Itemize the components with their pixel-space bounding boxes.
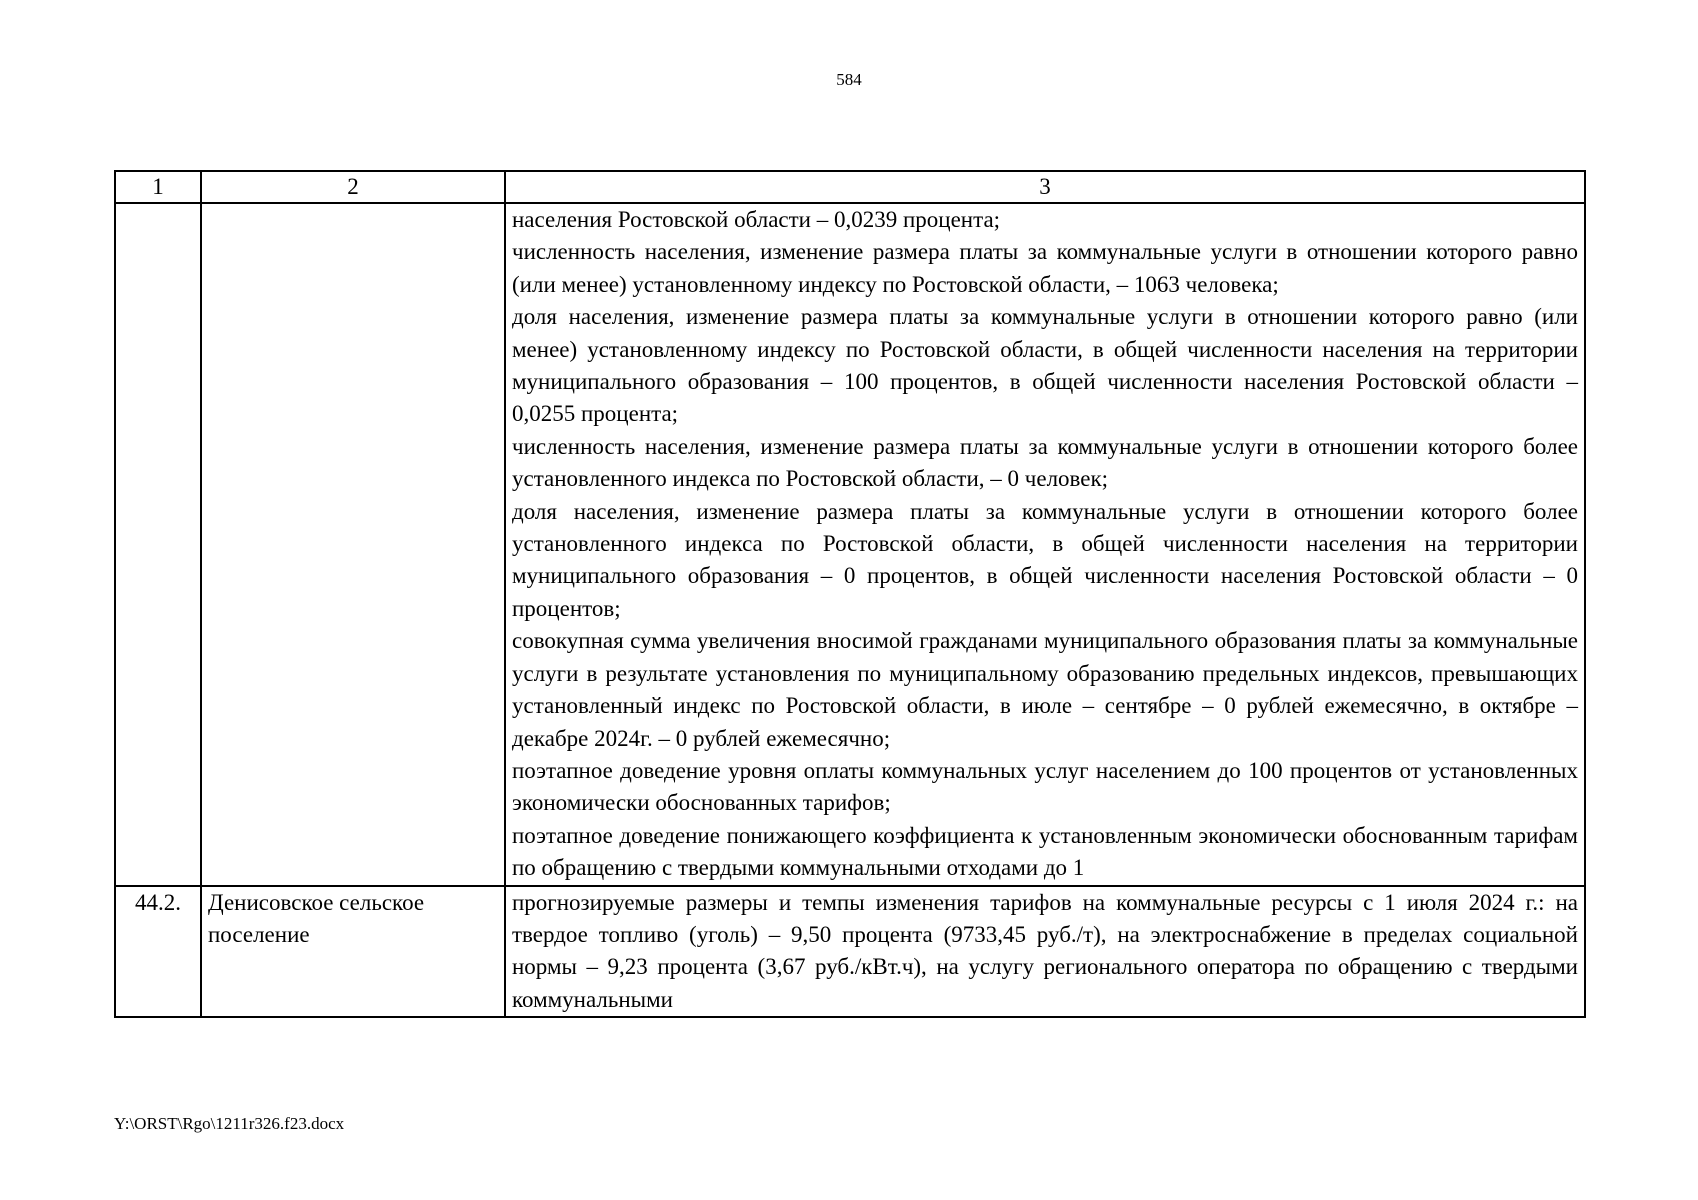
document-table [114,170,1586,1018]
table-header-row [115,171,1585,203]
description-cell [505,203,1585,886]
file-path-footer: Y:\ORST\Rgo\1211r326.f23.docx [114,1114,345,1133]
table-row [115,203,1585,886]
paragraph: совокупная сумма увеличения вносимой гражданами муниципального образования платы за коммунальные услуги в результате установления по муниципальному образованию предельных индексов, превышающих установленный индекс по Ростовской области, в июле – сентябре – 0 рублей ежемесячно, в октябре – декабре 2024г. – 0 рублей ежемесячно; [512,628,1578,751]
paragraph: прогнозируемые размеры и темпы изменения тарифов на коммунальные ресурсы с 1 июля 2024 г.: на твердое топливо (уголь) – 9,50 процента (9733,45 руб./т), на электроснабжение в пределах социальной нормы – 9,23 процента (3,67 руб./кВт.ч), на услугу регионального оператора по обращению с твердыми коммунальными [512,889,1578,1012]
header-col-3: 3 [505,171,1585,203]
description-cell [505,886,1585,1018]
page-number: 584 [836,70,862,89]
paragraph: численность населения, изменение размера платы за коммунальные услуги в отношении которого равно (или менее) установленному индексу по Ростовской области, – 1063 человека; [512,239,1578,297]
municipality-cell: Денисовское сельское поселение [201,886,505,1018]
header-col-2: 2 [201,171,505,203]
municipality-cell [201,203,505,886]
row-number-cell [115,203,201,886]
paragraph: численность населения, изменение размера платы за коммунальные услуги в отношении которого более установленного индекса по Ростовской области, – 0 человек; [512,433,1578,492]
paragraph: населения Ростовской области – 0,0239 процента; [512,207,1001,232]
paragraph: поэтапное доведение уровня оплаты коммунальных услуг населением до 100 процентов от установленных экономически обоснованных тарифов; [512,757,1578,816]
header-col-1: 1 [115,171,201,203]
paragraph: доля населения, изменение размера платы за коммунальные услуги в отношении которого более установленного индекса по Ростовской области, в общей численности населения на территории муниципального образования – 0 процентов, в общей численности населения Ростовской области – 0 процентов; [512,498,1578,621]
paragraph: доля населения, изменение размера платы за коммунальные услуги в отношении которого равно (или менее) установленному индексу по Ростовской области, в общей численности населения на территории муниципального образования – 100 процентов, в общей численности населения Ростовской области – 0,0255 процента; [512,304,1578,427]
row-number-cell: 44.2. [115,886,201,1018]
table-row [115,886,1585,1018]
paragraph: поэтапное доведение понижающего коэффициента к установленным экономически обоснованным тарифам по обращению с твердыми коммунальными отходами до 1 [512,822,1578,881]
